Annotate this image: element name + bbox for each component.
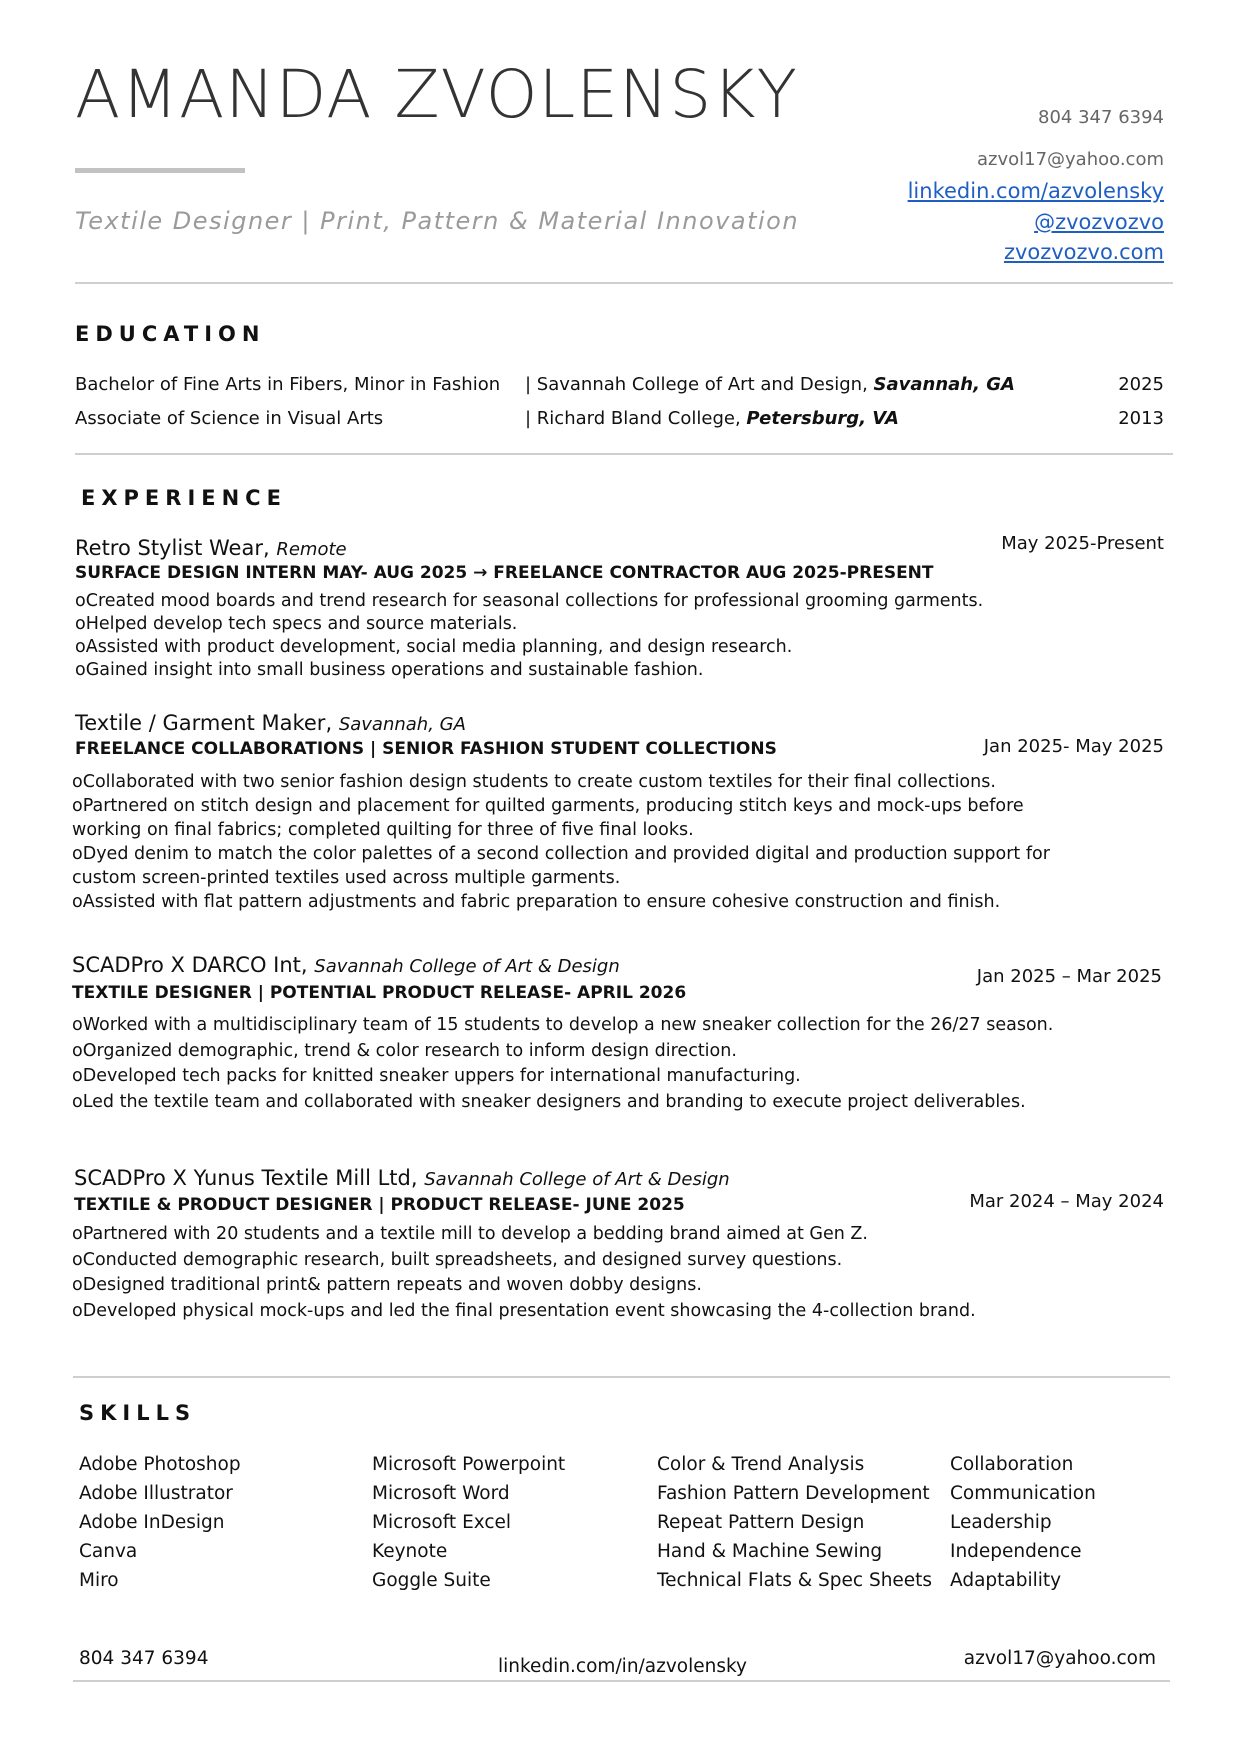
list-item: Fashion Pattern Development <box>657 1483 930 1504</box>
list-item: o Led the textile team and collaborated with sneaker designers and branding to execute project deliverables. <box>72 1090 1053 1116</box>
job-bullet-list <box>72 1222 976 1324</box>
list-item: Adobe Photoshop <box>79 1454 241 1475</box>
list-item: o Organized demographic, trend & color research to inform design direction. <box>72 1039 1053 1065</box>
job-bullet-list <box>75 590 983 682</box>
list-item: Adaptability <box>950 1570 1062 1591</box>
school-location: Petersburg, VA <box>746 408 899 429</box>
list-item: Independence <box>950 1541 1082 1562</box>
list-item: Hand & Machine Sewing <box>657 1541 883 1562</box>
school-name: | Savannah College of Art and Design, <box>525 374 874 395</box>
job-date: May 2025-Present <box>1001 533 1164 554</box>
job-role: SURFACE DESIGN INTERN MAY- AUG 2025 → FREELANCE CONTRACTOR AUG 2025-PRESENT <box>75 563 934 583</box>
list-item: o Helped develop tech specs and source materials. <box>75 613 983 636</box>
education-degree: Bachelor of Fine Arts in Fibers, Minor in Fashion <box>75 374 501 395</box>
job-role: TEXTILE DESIGNER | POTENTIAL PRODUCT RELEASE- APRIL 2026 <box>72 983 687 1003</box>
list-item: Microsoft Word <box>372 1483 510 1504</box>
professional-title: Textile Designer | Print, Pattern & Material Innovation <box>75 207 800 235</box>
job-date: Mar 2024 – May 2024 <box>969 1191 1164 1212</box>
company-name: Textile / Garment Maker <box>75 711 326 735</box>
header-email: azvol17@yahoo.com <box>976 149 1164 170</box>
job-date: Jan 2025- May 2025 <box>983 736 1164 757</box>
job-role: TEXTILE & PRODUCT DESIGNER | PRODUCT RELEASE- JUNE 2025 <box>74 1195 685 1215</box>
list-item: o Partnered on stitch design and placement for quilted garments, producing stitch keys and mock-ups before working on final fabrics; completed quilting for three of five final looks. <box>72 794 1062 842</box>
list-item: Canva <box>79 1541 138 1562</box>
list-item: Technical Flats & Spec Sheets <box>657 1570 933 1591</box>
list-item: o Partnered with 20 students and a textile mill to develop a bedding brand aimed at Gen Z. <box>72 1222 976 1248</box>
job-company: SCADPro X DARCO Int, Savannah College of Art & Design <box>72 953 620 977</box>
job-location: Savannah, GA <box>338 714 466 735</box>
list-item: Communication <box>950 1483 1096 1504</box>
list-item: Microsoft Powerpoint <box>372 1454 566 1475</box>
list-item: o Assisted with product development, social media planning, and design research. <box>75 636 983 659</box>
header-divider <box>75 282 1173 284</box>
school-location: Savannah, GA <box>873 374 1015 395</box>
company-name: SCADPro X Yunus Textile Mill Ltd <box>74 1166 411 1190</box>
footer-phone: 804 347 6394 <box>79 1648 209 1669</box>
list-item: o Collaborated with two senior fashion design students to create custom textiles for their final collections. <box>72 770 1062 794</box>
job-bullet-list <box>72 1013 1053 1115</box>
header-website-link[interactable]: zvozvozvo.com <box>1003 240 1164 264</box>
job-location: Remote <box>276 539 347 560</box>
list-item: Goggle Suite <box>372 1570 491 1591</box>
list-item: o Gained insight into small business operations and sustainable fashion. <box>75 659 983 682</box>
experience-divider <box>73 1376 1170 1378</box>
list-item: Adobe InDesign <box>79 1512 225 1533</box>
education-school <box>525 374 1015 395</box>
skills-column-design <box>657 1450 932 1595</box>
job-location: Savannah College of Art & Design <box>314 956 620 977</box>
list-item: Microsoft Excel <box>372 1512 512 1533</box>
skills-column-software <box>79 1450 241 1595</box>
list-item: Miro <box>79 1570 119 1591</box>
job-company: Textile / Garment Maker, Savannah, GA <box>75 711 466 735</box>
list-item: Collaboration <box>950 1454 1074 1475</box>
list-item: o Assisted with flat pattern adjustments and fabric preparation to ensure cohesive construction and finish. <box>72 890 1062 914</box>
list-item: Repeat Pattern Design <box>657 1512 865 1533</box>
footer-email[interactable]: azvol17@yahoo.com <box>963 1648 1156 1669</box>
education-year: 2025 <box>1118 374 1164 395</box>
education-year: 2013 <box>1118 408 1164 429</box>
list-item: o Conducted demographic research, built spreadsheets, and designed survey questions. <box>72 1248 976 1274</box>
job-company: Retro Stylist Wear, Remote <box>75 536 347 560</box>
job-bullet-list <box>72 770 1062 914</box>
education-heading: EDUCATION <box>75 322 266 346</box>
list-item: o Developed tech packs for knitted sneaker uppers for international manufacturing. <box>72 1064 1053 1090</box>
list-item: Keynote <box>372 1541 448 1562</box>
school-name: | Richard Bland College, <box>525 408 747 429</box>
list-item: o Dyed denim to match the color palettes of a second collection and provided digital and production support for custom screen-printed textiles used across multiple garments. <box>72 842 1062 890</box>
company-name: SCADPro X DARCO Int <box>72 953 301 977</box>
job-date: Jan 2025 – Mar 2025 <box>976 966 1162 987</box>
skills-column-office <box>372 1450 565 1595</box>
footer-linkedin[interactable]: linkedin.com/in/azvolensky <box>498 1656 747 1677</box>
title-accent-bar <box>75 168 245 173</box>
list-item: Adobe Illustrator <box>79 1483 233 1504</box>
skills-heading: SKILLS <box>79 1401 197 1425</box>
experience-heading: EXPERIENCE <box>81 486 287 510</box>
list-item: o Designed traditional print& pattern repeats and woven dobby designs. <box>72 1273 976 1299</box>
list-item: o Developed physical mock-ups and led the final presentation event showcasing the 4-collection brand. <box>72 1299 976 1325</box>
education-divider <box>75 453 1173 455</box>
header-linkedin-link[interactable]: linkedin.com/azvolensky <box>907 179 1164 203</box>
education-school <box>525 408 899 429</box>
header-social-handle-link[interactable]: @zvozvozvo <box>1034 210 1164 234</box>
job-company: SCADPro X Yunus Textile Mill Ltd, Savannah College of Art & Design <box>74 1166 730 1190</box>
header-phone: 804 347 6394 <box>1038 107 1164 128</box>
candidate-name: AMANDA ZVOLENSKY <box>75 56 798 133</box>
list-item: Leadership <box>950 1512 1052 1533</box>
job-role: FREELANCE COLLABORATIONS | SENIOR FASHION STUDENT COLLECTIONS <box>75 739 777 759</box>
education-degree: Associate of Science in Visual Arts <box>75 408 384 429</box>
job-location: Savannah College of Art & Design <box>424 1169 730 1190</box>
list-item: Color & Trend Analysis <box>657 1454 865 1475</box>
skills-column-soft <box>950 1450 1096 1595</box>
list-item: o Worked with a multidisciplinary team of 15 students to develop a new sneaker collection for the 26/27 season. <box>72 1013 1053 1039</box>
footer-divider <box>73 1680 1170 1682</box>
company-name: Retro Stylist Wear <box>75 536 263 560</box>
list-item: o Created mood boards and trend research for seasonal collections for professional grooming garments. <box>75 590 983 613</box>
